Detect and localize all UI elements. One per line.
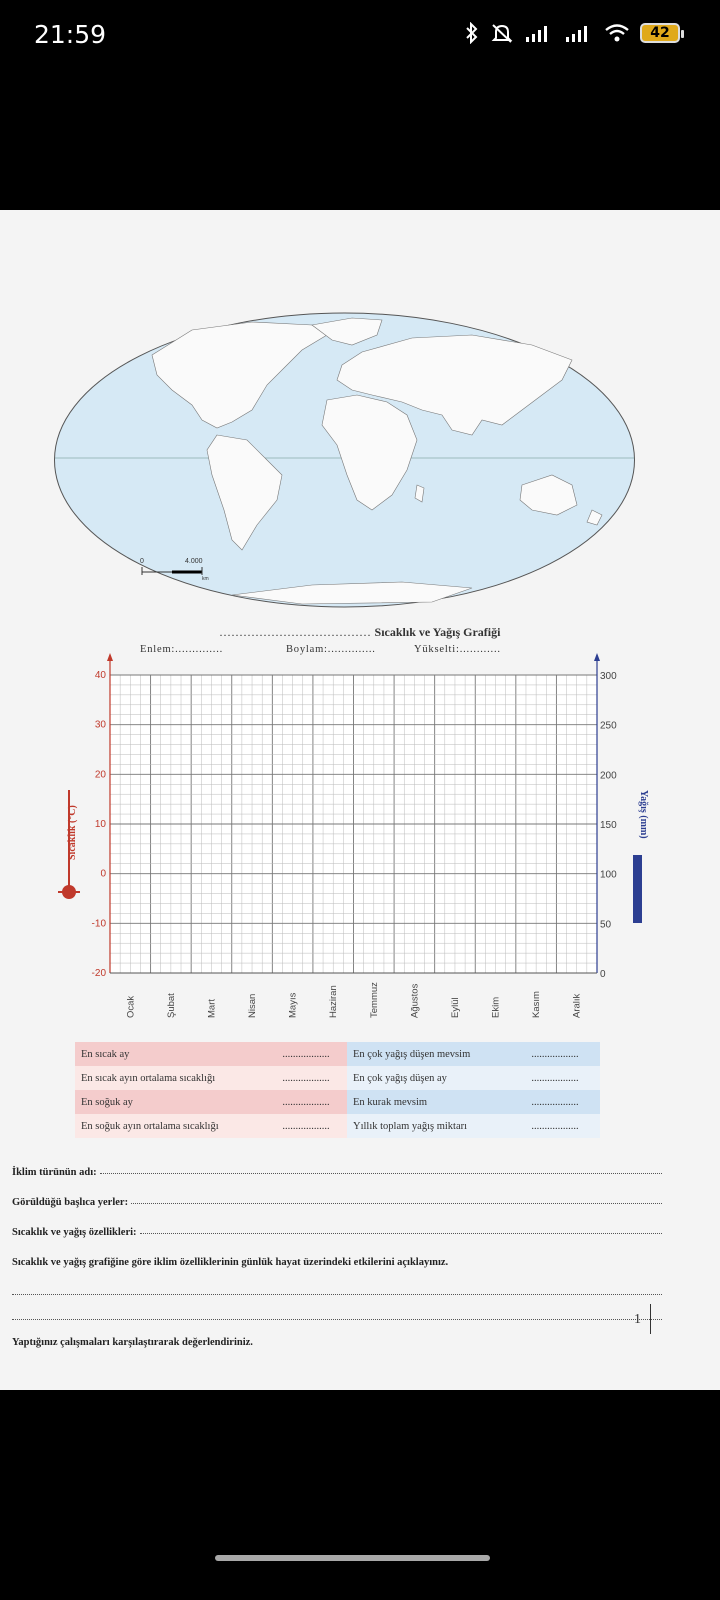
row-label: En sıcak ay — [75, 1042, 265, 1066]
table-row — [75, 1114, 600, 1138]
month-label: Haziran — [328, 985, 340, 1018]
question-4-label: Sıcaklık ve yağış grafiğine göre iklim özelliklerinin günlük hayat üzerindeki etkilerini açıklayınız. — [12, 1257, 449, 1268]
status-bar — [0, 0, 720, 70]
month-label: Temmuz — [368, 982, 380, 1018]
yukselti-field: Yükselti:............ — [414, 644, 501, 655]
status-time: 21:59 — [34, 20, 107, 49]
chart-title-text: Sıcaklık ve Yağış Grafiği — [374, 625, 501, 639]
right-axis-tick-label: 100 — [600, 869, 617, 881]
question-2 — [12, 1180, 662, 1210]
right-axis-label: Yağış (mm) — [638, 790, 649, 839]
enlem-field: Enlem:.............. — [140, 644, 224, 655]
month-label: Aralık — [571, 993, 583, 1018]
worksheet-page — [0, 210, 720, 1390]
map-scale-value: 4.000 — [185, 558, 203, 565]
map-scale-zero: 0 — [140, 558, 144, 565]
row-label: Yıllık toplam yağış miktarı — [347, 1114, 510, 1138]
question-3 — [12, 1210, 662, 1240]
map-scale-unit: km — [202, 576, 209, 582]
question-3-label: Sıcaklık ve yağış özellikleri: — [12, 1227, 137, 1238]
row-label: En sıcak ayın ortalama sıcaklığı — [75, 1066, 265, 1090]
table-row — [75, 1066, 600, 1090]
answer-field[interactable]: .................. — [265, 1066, 347, 1090]
answer-field[interactable]: .................. — [265, 1090, 347, 1114]
page-number: 1 — [634, 1312, 641, 1327]
month-label: Mayıs — [287, 992, 299, 1018]
question-1-label: İklim türünün adı: — [12, 1167, 97, 1178]
left-axis-tick-label: 10 — [94, 819, 106, 830]
signal-icon — [524, 23, 554, 43]
row-label: En soğuk ayın ortalama sıcaklığı — [75, 1114, 265, 1138]
world-map — [52, 310, 637, 610]
month-label: Ağustos — [409, 983, 421, 1018]
left-axis-tick-label: -20 — [91, 968, 106, 979]
right-axis-tick-label: 50 — [600, 919, 612, 931]
left-axis-tick-label: 0 — [100, 868, 106, 880]
month-label: Mart — [206, 999, 218, 1018]
status-icons — [464, 22, 680, 44]
left-axis-tick-label: -10 — [91, 918, 106, 930]
right-axis-tick-label: 150 — [600, 820, 617, 831]
month-label: Ekim — [490, 996, 502, 1018]
answer-field[interactable]: .................. — [265, 1114, 347, 1138]
month-label: Eylül — [449, 997, 461, 1018]
answer-field[interactable]: .................. — [265, 1042, 347, 1066]
boylam-field: Boylam:.............. — [286, 644, 376, 655]
row-label: En soğuk ay — [75, 1090, 265, 1114]
answer-line[interactable] — [12, 1270, 662, 1295]
question-5 — [12, 1320, 662, 1350]
question-2-label: Görüldüğü başlıca yerler: — [12, 1197, 129, 1208]
row-label: En kurak mevsim — [347, 1090, 510, 1114]
signal-icon — [564, 23, 594, 43]
right-axis-tick-label: 0 — [600, 969, 606, 980]
precip-bar-icon — [633, 855, 642, 923]
chart-title-blank: ...................................... — [219, 625, 372, 639]
answer-line[interactable] — [12, 1295, 662, 1320]
summary-table — [75, 1042, 600, 1138]
questions — [12, 1150, 662, 1350]
left-axis-arrow-icon — [107, 653, 113, 661]
left-axis-tick-label: 30 — [94, 719, 106, 731]
battery-indicator: 42 — [640, 23, 680, 43]
row-label: En çok yağış düşen mevsim — [347, 1042, 510, 1066]
table-row — [75, 1090, 600, 1114]
left-axis-label: Sıcaklık (°C) — [67, 805, 78, 860]
right-axis-arrow-icon — [594, 653, 600, 661]
chart-title — [0, 625, 720, 640]
table-row — [75, 1042, 600, 1066]
answer-field[interactable]: .................. — [510, 1066, 600, 1090]
question-4 — [12, 1240, 662, 1270]
answer-line[interactable] — [100, 1173, 662, 1174]
answer-field[interactable]: .................. — [510, 1042, 600, 1066]
question-5-label: Yaptığınız çalışmaları karşılaştırarak değerlendiriniz. — [12, 1337, 253, 1348]
home-indicator[interactable] — [215, 1555, 490, 1561]
page-number-divider — [650, 1304, 651, 1334]
month-label: Şubat — [165, 993, 177, 1018]
right-axis-tick-label: 250 — [600, 720, 617, 732]
row-label: En çok yağış düşen ay — [347, 1066, 510, 1090]
bluetooth-icon — [464, 22, 480, 44]
climate-chart — [40, 640, 680, 1040]
question-1 — [12, 1150, 662, 1180]
silent-icon — [490, 22, 514, 44]
answer-field[interactable]: .................. — [510, 1114, 600, 1138]
right-axis-tick-label: 300 — [600, 671, 617, 682]
month-label: Kasım — [531, 991, 543, 1018]
answer-line[interactable] — [131, 1203, 662, 1204]
left-axis-tick-label: 20 — [94, 769, 106, 781]
right-axis-tick-label: 200 — [600, 770, 617, 782]
answer-field[interactable]: .................. — [510, 1090, 600, 1114]
month-label: Ocak — [125, 995, 137, 1018]
left-axis-tick-label: 40 — [94, 670, 106, 681]
month-label: Nisan — [247, 993, 259, 1018]
answer-line[interactable] — [140, 1233, 662, 1234]
wifi-icon — [604, 23, 630, 43]
